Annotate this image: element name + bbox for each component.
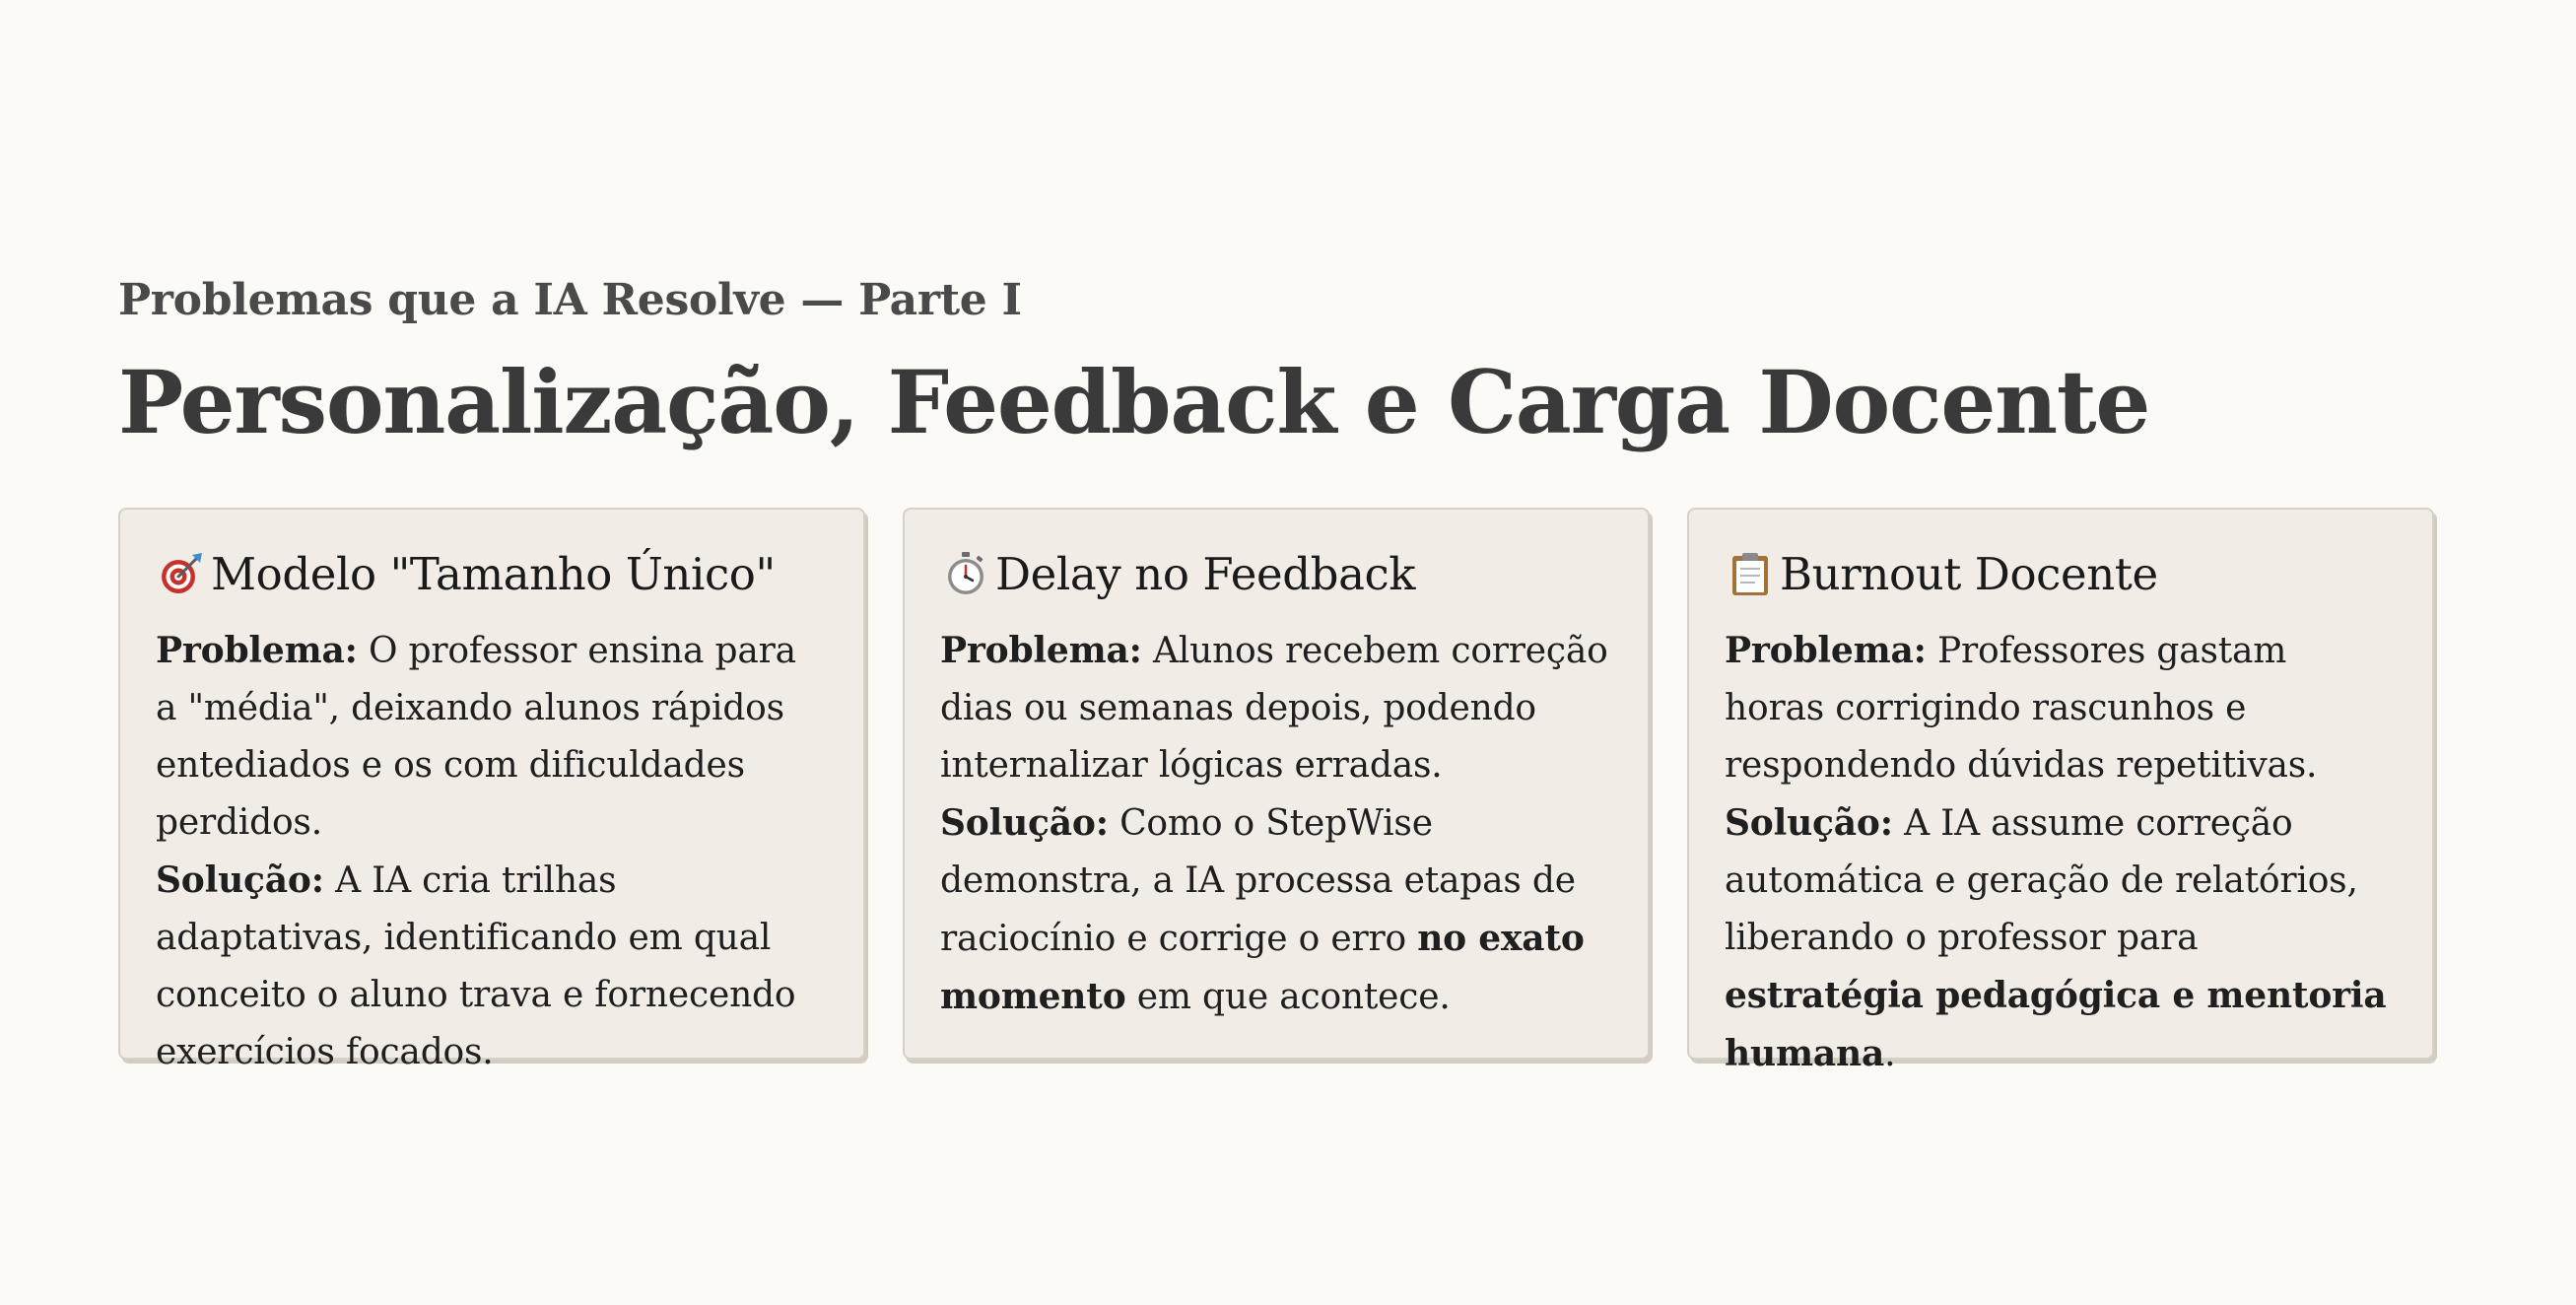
problem-text: O professor ensina para a "média", deixando alunos rápidos entediados e os com dificuldades perdidos. [156, 631, 796, 843]
slide-subtitle: Problemas que a IA Resolve — Parte I [118, 275, 1022, 325]
card-feedback-delay [903, 508, 1650, 1060]
card-body [940, 622, 1612, 1026]
solution-emphasis: no exato momento [940, 918, 1585, 1017]
target-icon [156, 548, 207, 599]
problem-text: Professores gastam horas corrigindo rascunhos e respondendo dúvidas repetitivas. [1725, 631, 2318, 786]
problem-label: Problema: [1725, 630, 1927, 671]
problem-paragraph [1725, 622, 2397, 794]
solution-text: Como o StepWise demonstra, a IA processa etapas de raciocínio e corrige o erro [940, 803, 1576, 959]
card-header [156, 539, 828, 608]
cards-row [118, 508, 2434, 1074]
card-header [1725, 539, 2397, 608]
clipboard-icon [1725, 548, 1776, 599]
slide-title: Personalização, Feedback e Carga Docente [118, 351, 2150, 453]
problem-text: Alunos recebem correção dias ou semanas depois, podendo internalizar lógicas erradas. [940, 631, 1608, 786]
solution-label: Solução: [1725, 802, 1893, 844]
solution-paragraph [1725, 794, 2397, 1083]
solution-text-end: em que acontece. [1136, 977, 1451, 1017]
card-teacher-burnout [1687, 508, 2434, 1074]
solution-label: Solução: [940, 802, 1109, 844]
card-title: Burnout Docente [1780, 547, 2158, 600]
problem-label: Problema: [156, 630, 358, 671]
solution-label: Solução: [156, 859, 324, 901]
solution-paragraph [156, 852, 828, 1081]
card-one-size-fits-all [118, 508, 865, 1072]
card-title: Modelo "Tamanho Único" [211, 547, 776, 600]
solution-text: A IA cria trilhas adaptativas, identificando em qual conceito o aluno trava e fornecendo exercícios focados. [156, 860, 796, 1072]
problem-label: Problema: [940, 630, 1142, 671]
card-title: Delay no Feedback [995, 547, 1416, 600]
solution-paragraph [940, 794, 1612, 1026]
solution-emphasis: estratégia pedagógica e mentoria humana [1725, 975, 2387, 1074]
problem-paragraph [156, 622, 828, 852]
problem-paragraph [940, 622, 1612, 794]
solution-text-end: . [1884, 1034, 1896, 1074]
card-header [940, 539, 1612, 608]
solution-text: A IA assume correção automática e geração de relatórios, liberando o professor para [1725, 803, 2358, 958]
stopwatch-icon [940, 548, 991, 599]
card-body [156, 622, 828, 1081]
slide [118, 266, 2434, 1074]
card-body [1725, 622, 2397, 1083]
